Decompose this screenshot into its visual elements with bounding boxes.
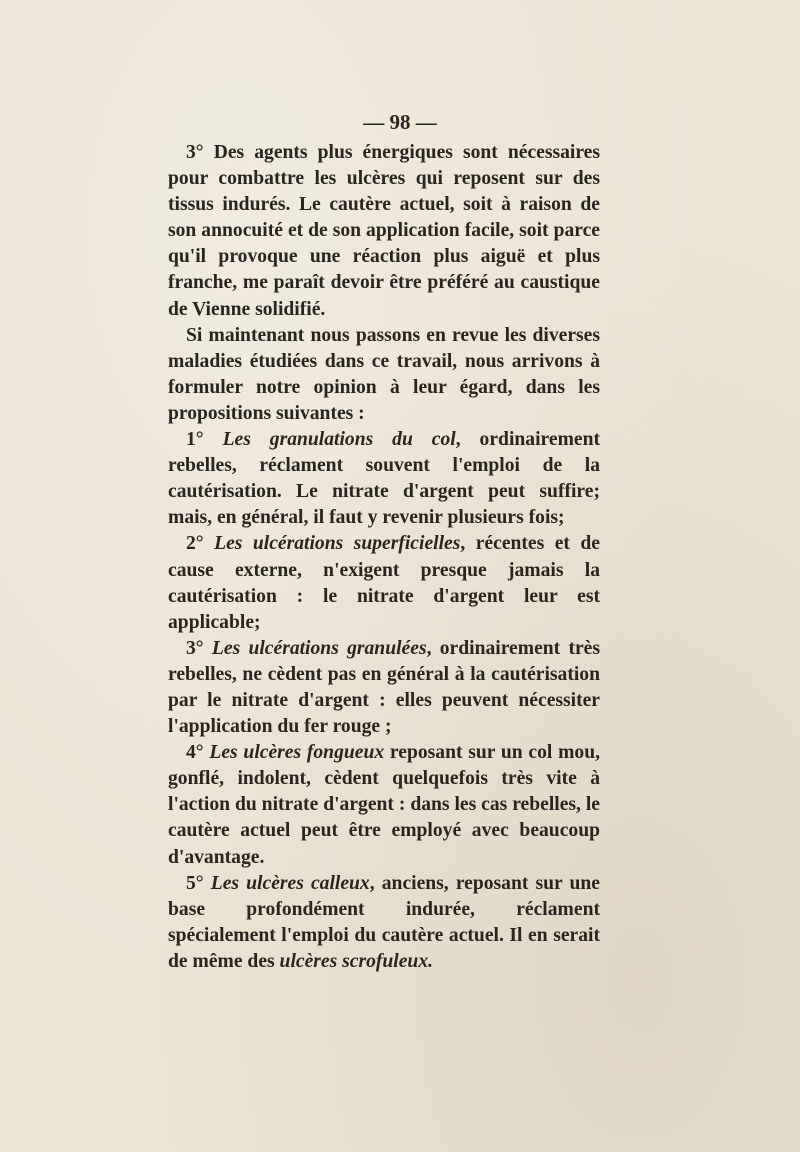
text-run: 4° xyxy=(186,742,210,764)
paragraph xyxy=(168,531,600,635)
text-run: 3° xyxy=(186,637,212,659)
text-run: 2° xyxy=(186,533,215,555)
text-run: 5° xyxy=(186,872,211,894)
text-run: 3° Des agents plus énergiques sont nécessaires pour combattre les ulcères qui reposent sur des tissus indurés. Le cautère actuel, soit à raison de son annocuité et de son application facile, soit parce qu'il provoque une réaction plus aiguë et plus franche, me paraît devoir être préféré au caustique de Vienne solidifié. xyxy=(168,142,600,320)
italic-term: Les ulcérations superficielles xyxy=(214,533,461,555)
text-run: 1° xyxy=(186,429,223,451)
body-text xyxy=(168,140,600,975)
text-run: , anciens, reposant sur une base profondément indurée, réclament spécialement l'emploi du cautère actuel. Il en serait de même des xyxy=(168,872,600,972)
italic-term: Les ulcères fongueux xyxy=(209,742,385,764)
paragraph xyxy=(168,140,600,323)
text-run: , ordinairement très rebelles, ne cèdent pas en général à la cautérisation par le nitrate d'argent : elles peuvent nécessiter l'application du fer rouge ; xyxy=(168,637,600,738)
paragraph xyxy=(168,427,600,531)
italic-term: ulcères scrofuleux. xyxy=(279,950,434,972)
paragraph xyxy=(168,740,600,870)
paragraph xyxy=(168,636,600,740)
text-run: , ordinairement rebelles, réclament souvent l'emploi de la cautérisation. Le nitrate d'argent peut suffire; mais, en général, il faut y revenir plusieurs fois; xyxy=(168,429,601,529)
paragraph xyxy=(168,871,600,975)
text-run: reposant sur un col mou, gonflé, indolent, cèdent quelquefois très vite à l'action du nitrate d'argent : dans les cas rebelles, le cautère actuel peut être employé avec beaucoup d'avantage. xyxy=(168,742,600,868)
italic-term: Les granulations du col xyxy=(222,429,456,451)
italic-term: Les ulcères calleux xyxy=(210,872,370,894)
text-run: , récentes et de cause externe, n'exigent presque jamais la cautérisation : le nitrate d'argent leur est applicable; xyxy=(168,533,601,633)
italic-term: Les ulcérations granulées xyxy=(211,637,427,659)
paragraph xyxy=(168,323,600,427)
page-number: — 98 — xyxy=(363,110,437,134)
text-run: Si maintenant nous passons en revue les diverses maladies étudiées dans ce travail, nous arrivons à formuler notre opinion à leur égard, dans les propositions suivantes : xyxy=(168,324,600,424)
